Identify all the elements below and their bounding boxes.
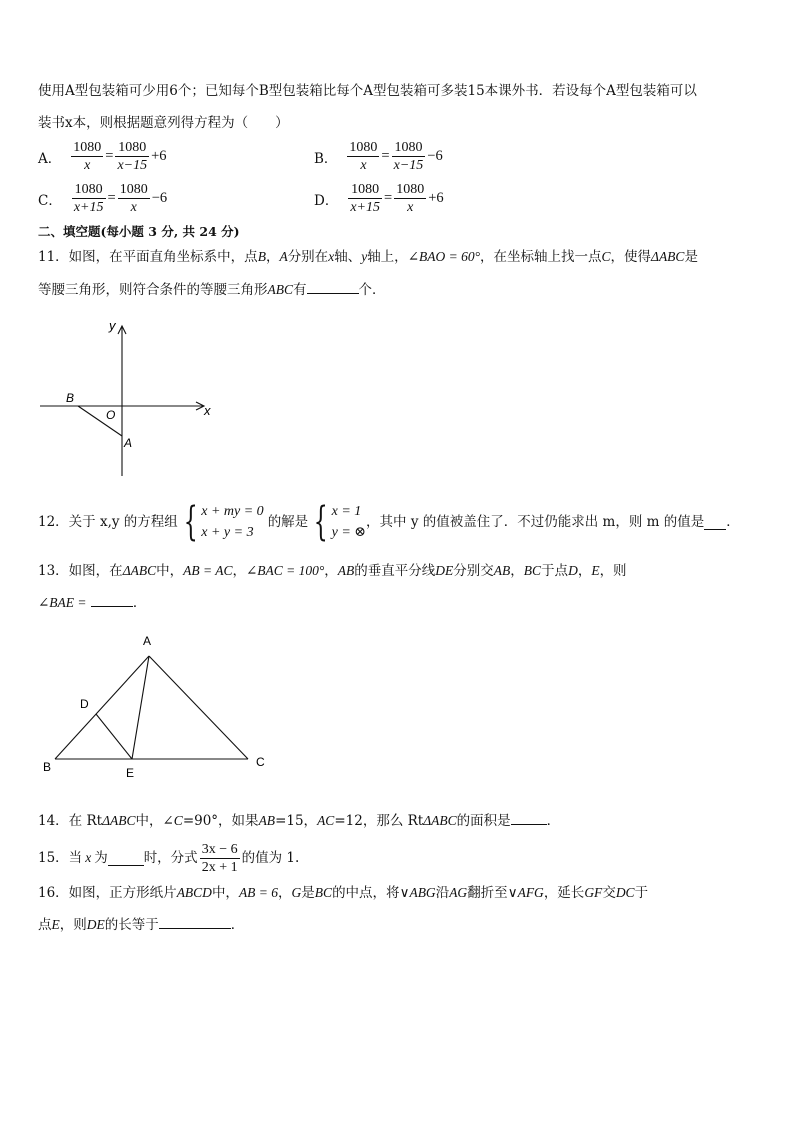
q10-line2: 装书x本，则根据题意列得方程为（ ） [38,115,289,131]
q15-fraction: $\frac{3x - 6}{2x + 1}$ [201,841,238,875]
option-a-right-fraction: $\frac{1080}{x-15}$ [117,140,148,173]
option-d-eq: = [384,190,393,206]
answer-blank[interactable] [91,592,133,607]
q10-line1: 使用A型包装箱可少用6个；已知每个B型包装箱比每个A型包装箱可多装15本课外书．若设每个A型包装箱可以 [38,83,697,99]
section-header: 二、填空题(每小题 3 分, 共 24 分) [38,224,240,239]
option-a-left-fraction: $\frac{1080}{x}$ [73,140,102,173]
option-d-tail: +6 [428,190,444,206]
answer-blank[interactable] [108,851,144,866]
label-c: C [256,755,265,769]
label-e: E [126,766,135,780]
solution-system: { x = 1 y = ⊗ [313,499,367,545]
option-b-left-fraction: $\frac{1080}{x}$ [349,140,378,173]
option-b-eq: = [381,148,390,164]
q10-option-a[interactable] [38,139,167,174]
answer-blank[interactable] [159,914,231,929]
option-a-tail: +6 [151,148,167,164]
segment-ba [78,406,122,436]
q12-line: 12．关于 x,y 的方程组 { x + my = 0 x + y = 3 的解是 { x = 1 y = ⊗ ，其中 y 的值被盖住了．不过仍能求出 m，则 m 的值是 ． [38,499,740,545]
q11-coordinate-figure [36,316,226,482]
option-b-label: B． [314,150,338,167]
option-b-tail: −6 [427,148,443,164]
segment-de [96,714,132,759]
option-d-left-fraction: $\frac{1080}{x+15}$ [350,182,380,215]
q11-line1: 11．如图，在平面直角坐标系中，点B，A分别在x轴、y轴上，∠BAO = 60°，在坐标轴上找一点C，使得ΔABC是 [38,249,698,265]
answer-blank[interactable] [511,810,547,825]
label-a: A [124,436,133,450]
option-d-label: D． [314,192,339,209]
option-a-label: A． [38,150,62,167]
label-b: B [43,760,52,774]
option-c-right-fraction: $\frac{1080}{x}$ [119,182,148,215]
q13-triangle-figure [36,628,276,780]
q10-option-c[interactable] [38,181,167,216]
label-y: y [109,318,116,333]
q13-line1: 13．如图，在ΔABC中，AB = AC，∠BAC = 100°，AB的垂直平分线DE分别交AB，BC于点D，E，则 [38,563,627,579]
label-o: O [106,408,116,422]
answer-blank[interactable] [704,515,726,530]
label-d: D [80,697,89,711]
q16-line1: 16．如图，正方形纸片ABCD中，AB = 6，G是BC的中点，将∨ABG沿AG翻折至∨AFG，延长GF交DC于 [38,885,649,901]
q16-line2: 点E，则DE的长等于 ． [38,914,244,935]
q14-line: 14．在 RtΔABC中，∠C=90°，如果AB=15，AC=12，那么 RtΔABC的面积是 ． [38,810,560,831]
equation-system: { x + my = 0 x + y = 3 [183,499,264,545]
option-c-tail: −6 [151,190,168,206]
q13-line2: ∠BAE = ． [38,592,146,613]
option-b-right-fraction: $\frac{1080}{x-15}$ [393,140,424,173]
option-a-eq: = [105,148,114,164]
option-d-right-fraction: $\frac{1080}{x}$ [396,182,425,215]
label-x: x [204,403,211,418]
label-b: B [66,391,75,405]
side-ac [149,656,248,759]
option-c-left-fraction: $\frac{1080}{x+15}$ [73,182,104,215]
answer-blank[interactable] [307,279,359,294]
q10-option-d[interactable] [314,181,444,216]
label-a: A [143,634,152,648]
option-c-label: C． [38,192,62,209]
q11-line2: 等腰三角形，则符合条件的等腰三角形ABC有 个． [38,279,386,300]
option-c-eq: = [107,190,116,206]
q10-option-b[interactable] [314,139,443,174]
q15-line: 15．当 x 为 时，分式 $\frac{3x - 6}{2x + 1}$ 的值为 1. [38,841,300,875]
